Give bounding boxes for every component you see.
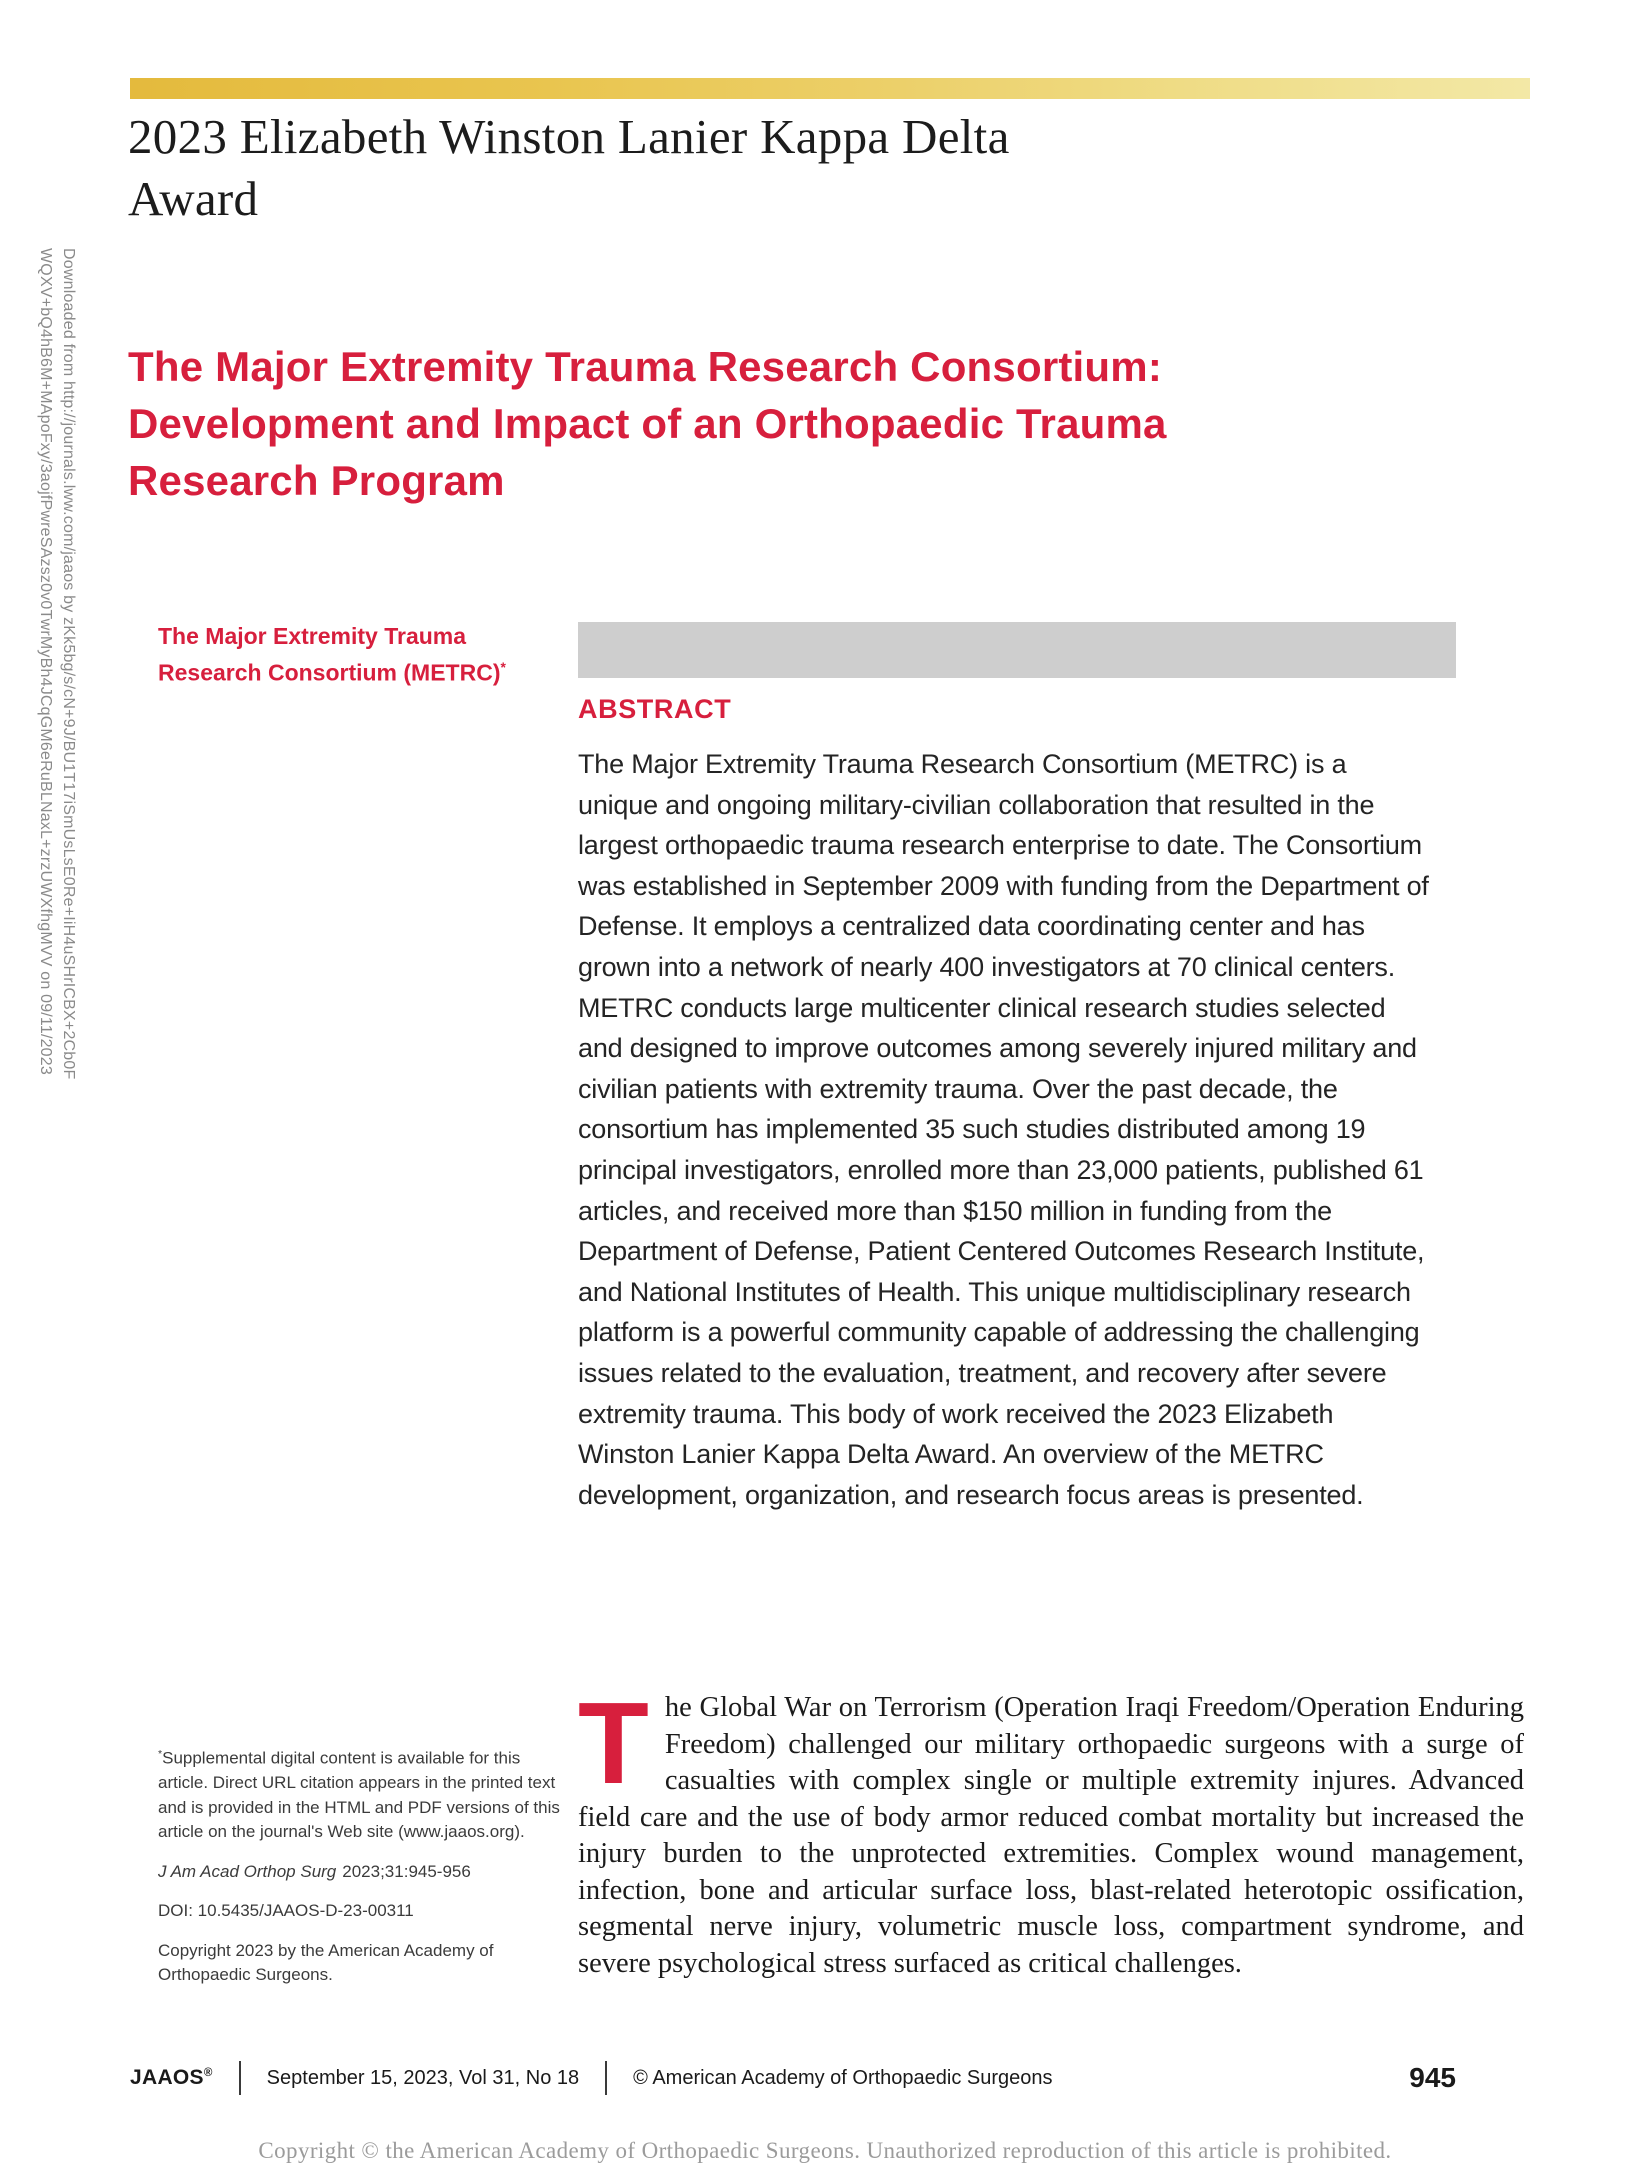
supplemental-note-text: Supplemental digital content is available for this article. Direct URL citation appears in the printed text and is provided in the HTML and PDF versions of this article on the journal's Web site (www.jaaos.org). <box>158 1748 560 1842</box>
footnote-block <box>158 1742 570 2003</box>
supplemental-note-mark: * <box>158 1748 163 1760</box>
footer-copyright: © American Academy of Orthopaedic Surgeons <box>633 2066 1053 2089</box>
byline-line-1: The Major Extremity Trauma <box>158 623 467 649</box>
article-title-line-2: Development and Impact of an Orthopaedic Trauma <box>128 400 1167 447</box>
article-title-line-3: Research Program <box>128 457 505 504</box>
article-title <box>128 338 1167 509</box>
footer-journal-name <box>130 2066 213 2090</box>
footer-issue-info: September 15, 2023, Vol 31, No 18 <box>266 2066 580 2089</box>
registered-trademark-mark: ® <box>203 2067 213 2079</box>
byline-line-2 <box>158 652 506 689</box>
citation-journal-name: J Am Acad Orthop Surg <box>158 1861 337 1881</box>
abstract-header-bar <box>578 622 1456 678</box>
copyright-note: Copyright 2023 by the American Academy of Orthopaedic Surgeons. <box>158 1940 494 1985</box>
doi-line: DOI: 10.5435/JAAOS-D-23-00311 <box>158 1901 414 1921</box>
footer-divider <box>239 2061 241 2095</box>
download-watermark <box>34 248 80 1079</box>
abstract-heading: ABSTRACT <box>578 694 732 724</box>
body-paragraph <box>578 1678 1524 1982</box>
footer-journal-label: JAAOS <box>130 2066 204 2089</box>
abstract-text: The Major Extremity Trauma Research Consortium (METRC) is a unique and ongoing military-civilian collaboration that resulted in the largest orthopaedic trauma research enterprise to date. The Consortium was established in September 2009 with funding from the Department of Defense. It employs a centralized data coordinating center and has grown into a network of nearly 400 investigators at 70 clinical centers. METRC conducts large multicenter clinical research studies selected and designed to improve outcomes among severely injured military and civilian patients with extremity trauma. Over the past decade, the consortium has implemented 35 such studies distributed among 19 principal investigators, enrolled more than 23,000 patients, published 61 articles, and received more than $150 million in funding from the Department of Defense, Patient Centered Outcomes Research Institute, and National Institutes of Health. This unique multidisciplinary research platform is a powerful community capable of addressing the challenging issues related to the evaluation, treatment, and recovery after severe extremity trauma. This body of work received the 2023 Elizabeth Winston Lanier Kappa Delta Award. An overview of the METRC development, organization, and research focus areas is presented. <box>578 749 1429 1510</box>
watermark-line-1: Downloaded from http://journals.lww.com/jaaos by zKk5bg/s/cN+9J/BU1T17iSmUsLsE0Re+IiH4uSHrICBX+2Cb0F <box>60 248 77 1080</box>
watermark-line-2: WQXV+bQ4hB6M+MApoFxy/3aojfPwreSAzsz0v0TwrMyBh4JCqGM6eRuBLNaxL+zrzUWXfhgMVV on 09/11/2023 <box>37 248 54 1075</box>
byline-consortium: Research Consortium (METRC) <box>158 659 501 686</box>
dropcap-letter: T <box>578 1678 649 1808</box>
citation-volume-pages: 2023;31:945-956 <box>342 1861 471 1881</box>
footer-divider <box>605 2061 607 2095</box>
page-footer <box>130 2056 1456 2100</box>
citation-line <box>158 1860 570 1885</box>
body-paragraph-text: he Global War on Terrorism (Operation Iraqi Freedom/Operation Enduring Freedom) challenged our military orthopaedic surgeons with a surge of casualties with complex single or multiple extremity injures. Advanced field care and the use of body armor reduced combat mortality but increased the injury burden to the unprotected extremities. Complex wound management, infection, bone and articular surface loss, blast-related heterotopic ossification, segmental nerve injury, volumetric muscle loss, compartment syndrome, and severe psychological stress surfaced as critical challenges. <box>578 1692 1524 1979</box>
article-title-line-1: The Major Extremity Trauma Research Consortium: <box>128 343 1163 390</box>
author-byline <box>158 620 506 689</box>
byline-footnote-mark: * <box>500 660 506 675</box>
gold-accent-bar <box>130 78 1530 99</box>
award-title <box>128 106 1010 230</box>
award-title-line-1: 2023 Elizabeth Winston Lanier Kappa Delta <box>128 109 1010 164</box>
supplemental-note <box>158 1742 570 1845</box>
award-title-line-2: Award <box>128 171 259 226</box>
page-number: 945 <box>1409 2062 1456 2093</box>
reproduction-notice: Copyright © the American Academy of Orthopaedic Surgeons. Unauthorized reproduction of this article is prohibited. <box>258 2138 1392 2163</box>
